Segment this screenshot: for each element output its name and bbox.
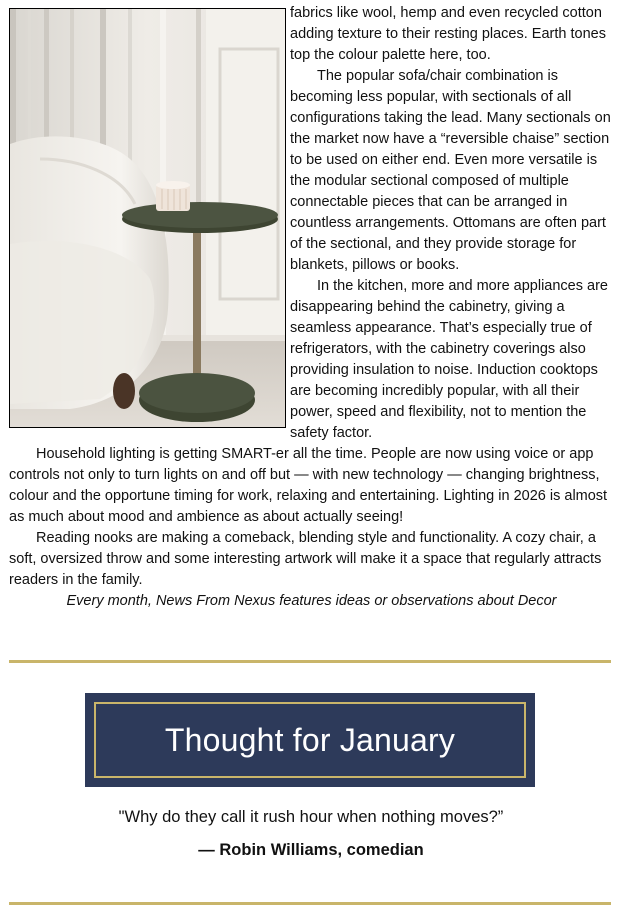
banner-frame (94, 702, 526, 778)
gold-divider (9, 660, 611, 663)
quote-attribution: — Robin Williams, comedian (198, 841, 424, 859)
article-paragraph: In the kitchen, more and more appliances are disappearing behind the cabinetry, giving a seamless appearance. That’s especially true of refrigerators, with the cabinetry coverings also providing insulation to noise. Induction cooktops are becoming incredibly popular, with all their power, speed and flexibility, not to mention the safety factor. (290, 278, 608, 441)
article-paragraph: Reading nooks are making a comeback, blending style and functionality. A cozy chair, a soft, oversized throw and some interesting artwork will make it a space that regularly attracts readers in the family. (9, 530, 602, 588)
gold-divider (9, 902, 611, 905)
boucle-chair-side-table-photo (9, 8, 286, 428)
thought-banner (85, 693, 535, 787)
article-paragraph: The popular sofa/chair combination is becoming less popular, with sectionals of all configurations taking the lead. Many sectionals on the market now have a “reversible chaise” section to be used on either end. Even more versatile is the modular sectional composed of multiple connectable pieces that can be arranged in countless arrangements. Ottomans are often part of the sectional, and they provide storage for blankets, pillows or books. (290, 68, 611, 273)
article-paragraph: fabrics like wool, hemp and even recycled cotton adding texture to their resting places. Earth tones top the colour palette here, too. (290, 5, 606, 63)
decor-article (9, 3, 614, 612)
article-paragraph: Household lighting is getting SMART-er all the time. People are now using voice or app controls not only to turn lights on and off but — with new technology — changing brightness, colour and the opportune timing for work, relaxing and entertaining. Lighting in 2026 is almost as much about mood and ambience as about actually seeing! (9, 446, 608, 525)
banner-title: Thought for January (164, 721, 456, 758)
article-caption: Every month, News From Nexus features ideas or observations about Decor (66, 593, 557, 609)
quote-text: "Why do they call it rush hour when nothing moves?” (118, 808, 504, 826)
